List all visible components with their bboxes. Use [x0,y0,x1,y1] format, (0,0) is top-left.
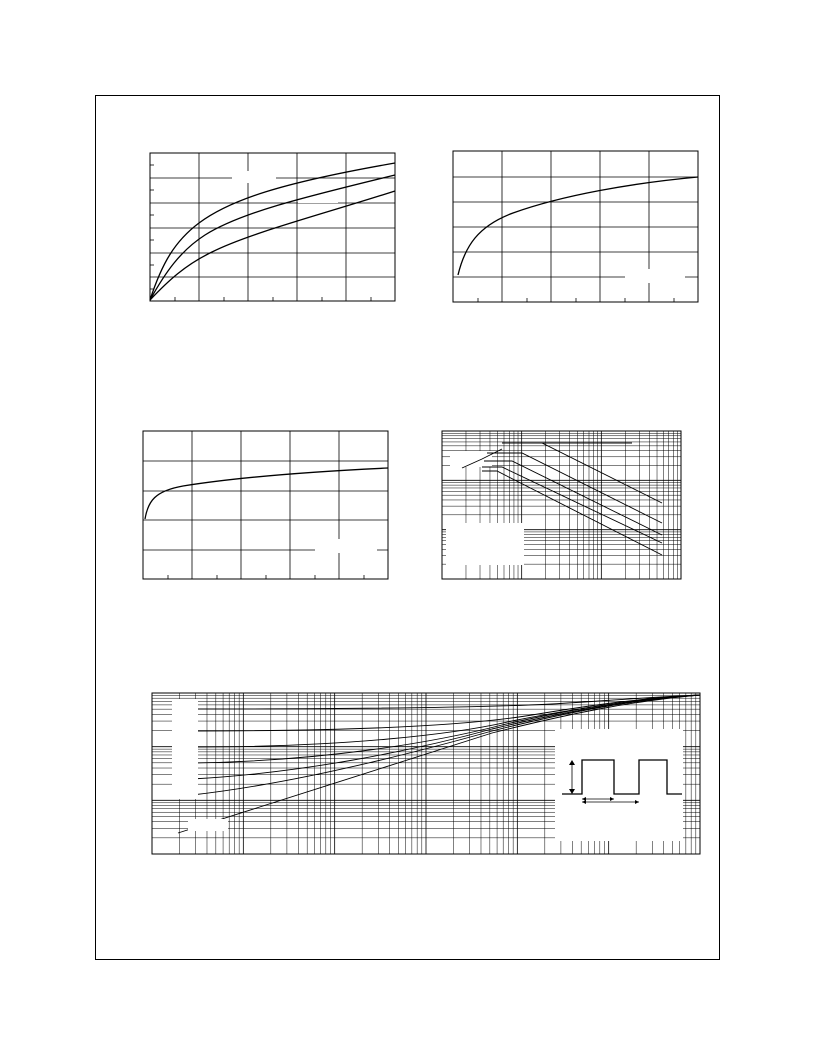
figure-4-graph [442,431,682,580]
figure-4-label-gap-2 [450,451,492,467]
figure-4-label-gap [446,523,524,565]
figure-1-graph [150,153,396,303]
figure-2-graph [453,151,699,303]
figure-3-grid [143,431,388,579]
figure-3-axes [143,431,388,579]
figure-5-label-gap-left [172,699,198,799]
figure-3-graph [143,431,389,580]
figure-1-label-gap [232,171,276,183]
figure-2-label-gap [625,269,685,283]
figure-3-curve [145,468,388,519]
figure-3-label-gap [315,539,377,553]
figure-3-ticks [168,575,364,579]
figure-2-ticks [478,298,674,302]
figure-2-curve [458,177,698,275]
figure-5-inset-box [555,729,683,841]
figure-5-graph [152,693,701,855]
figure-1-curve-2 [150,175,395,300]
figure-5-curve-5 [192,695,700,731]
figure-5-label-gap-bottom [188,819,228,831]
figure-4-line-1 [502,443,662,503]
